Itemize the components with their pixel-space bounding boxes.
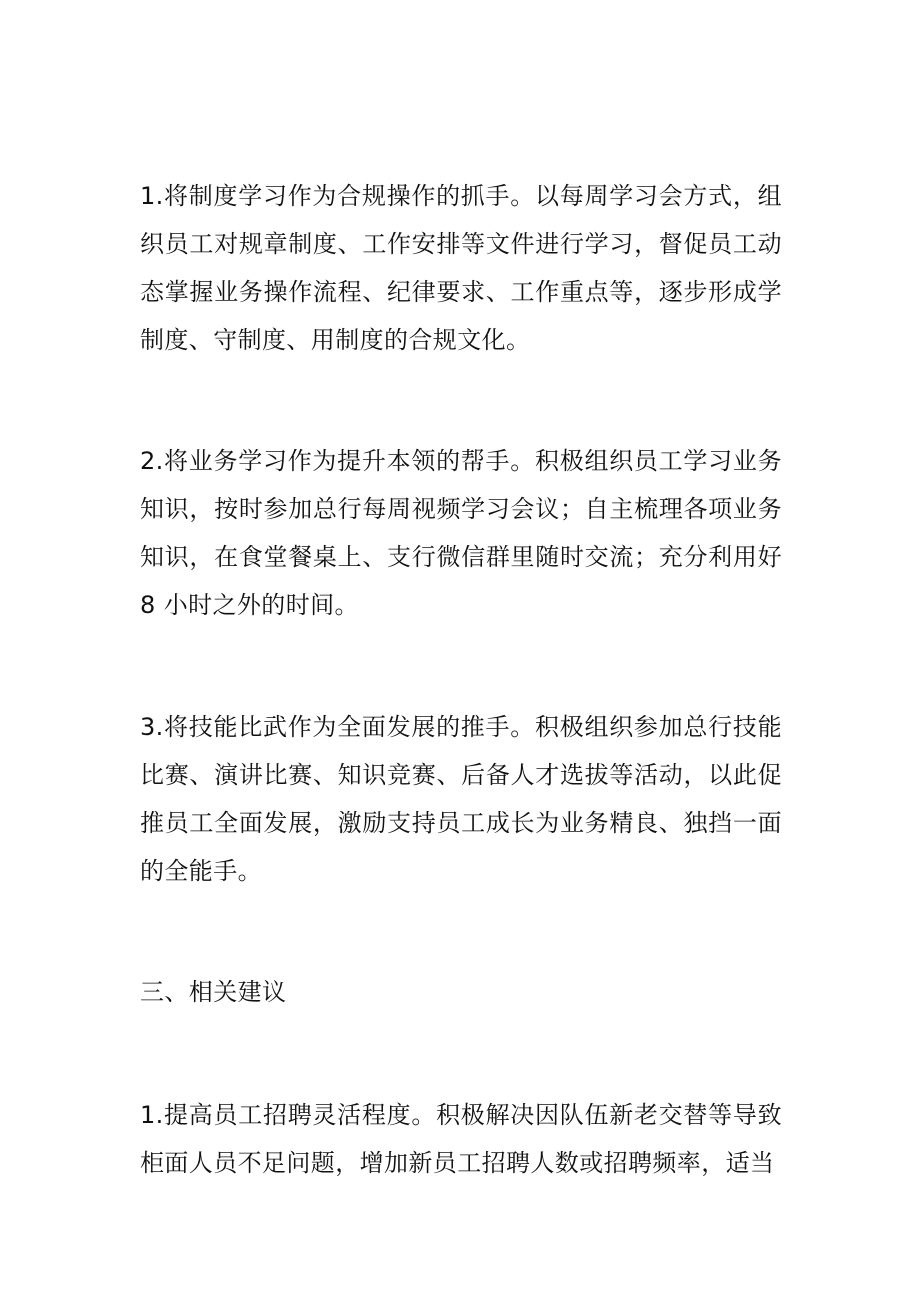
paragraph-recruitment: 1.提高员工招聘灵活程度。积极解决因队伍新老交替等导致柜面人员不足问题，增加新员工招聘人数或招聘频率，适当 xyxy=(140,1101,782,1177)
paragraph-business-study: 2.将业务学习作为提升本领的帮手。积极组织员工学习业务知识，按时参加总行每周视频学习会议；自主梳理各项业务知识，在食堂餐桌上、支行微信群里随时交流；充分利用好8 小时之外的时间。 xyxy=(140,447,782,619)
section-heading-suggestions: 三、相关建议 xyxy=(140,978,287,1006)
paragraph-skill-competition: 3.将技能比武作为全面发展的推手。积极组织参加总行技能比赛、演讲比赛、知识竞赛、后备人才选拔等活动，以此促推员工全面发展，激励支持员工成长为业务精良、独挡一面的全能手。 xyxy=(140,713,782,885)
paragraph-institution-study: 1.将制度学习作为合规操作的抓手。以每周学习会方式，组织员工对规章制度、工作安排等文件进行学习，督促员工动态掌握业务操作流程、纪律要求、工作重点等，逐步形成学制度、守制度、用制度的合规文化。 xyxy=(140,182,782,354)
